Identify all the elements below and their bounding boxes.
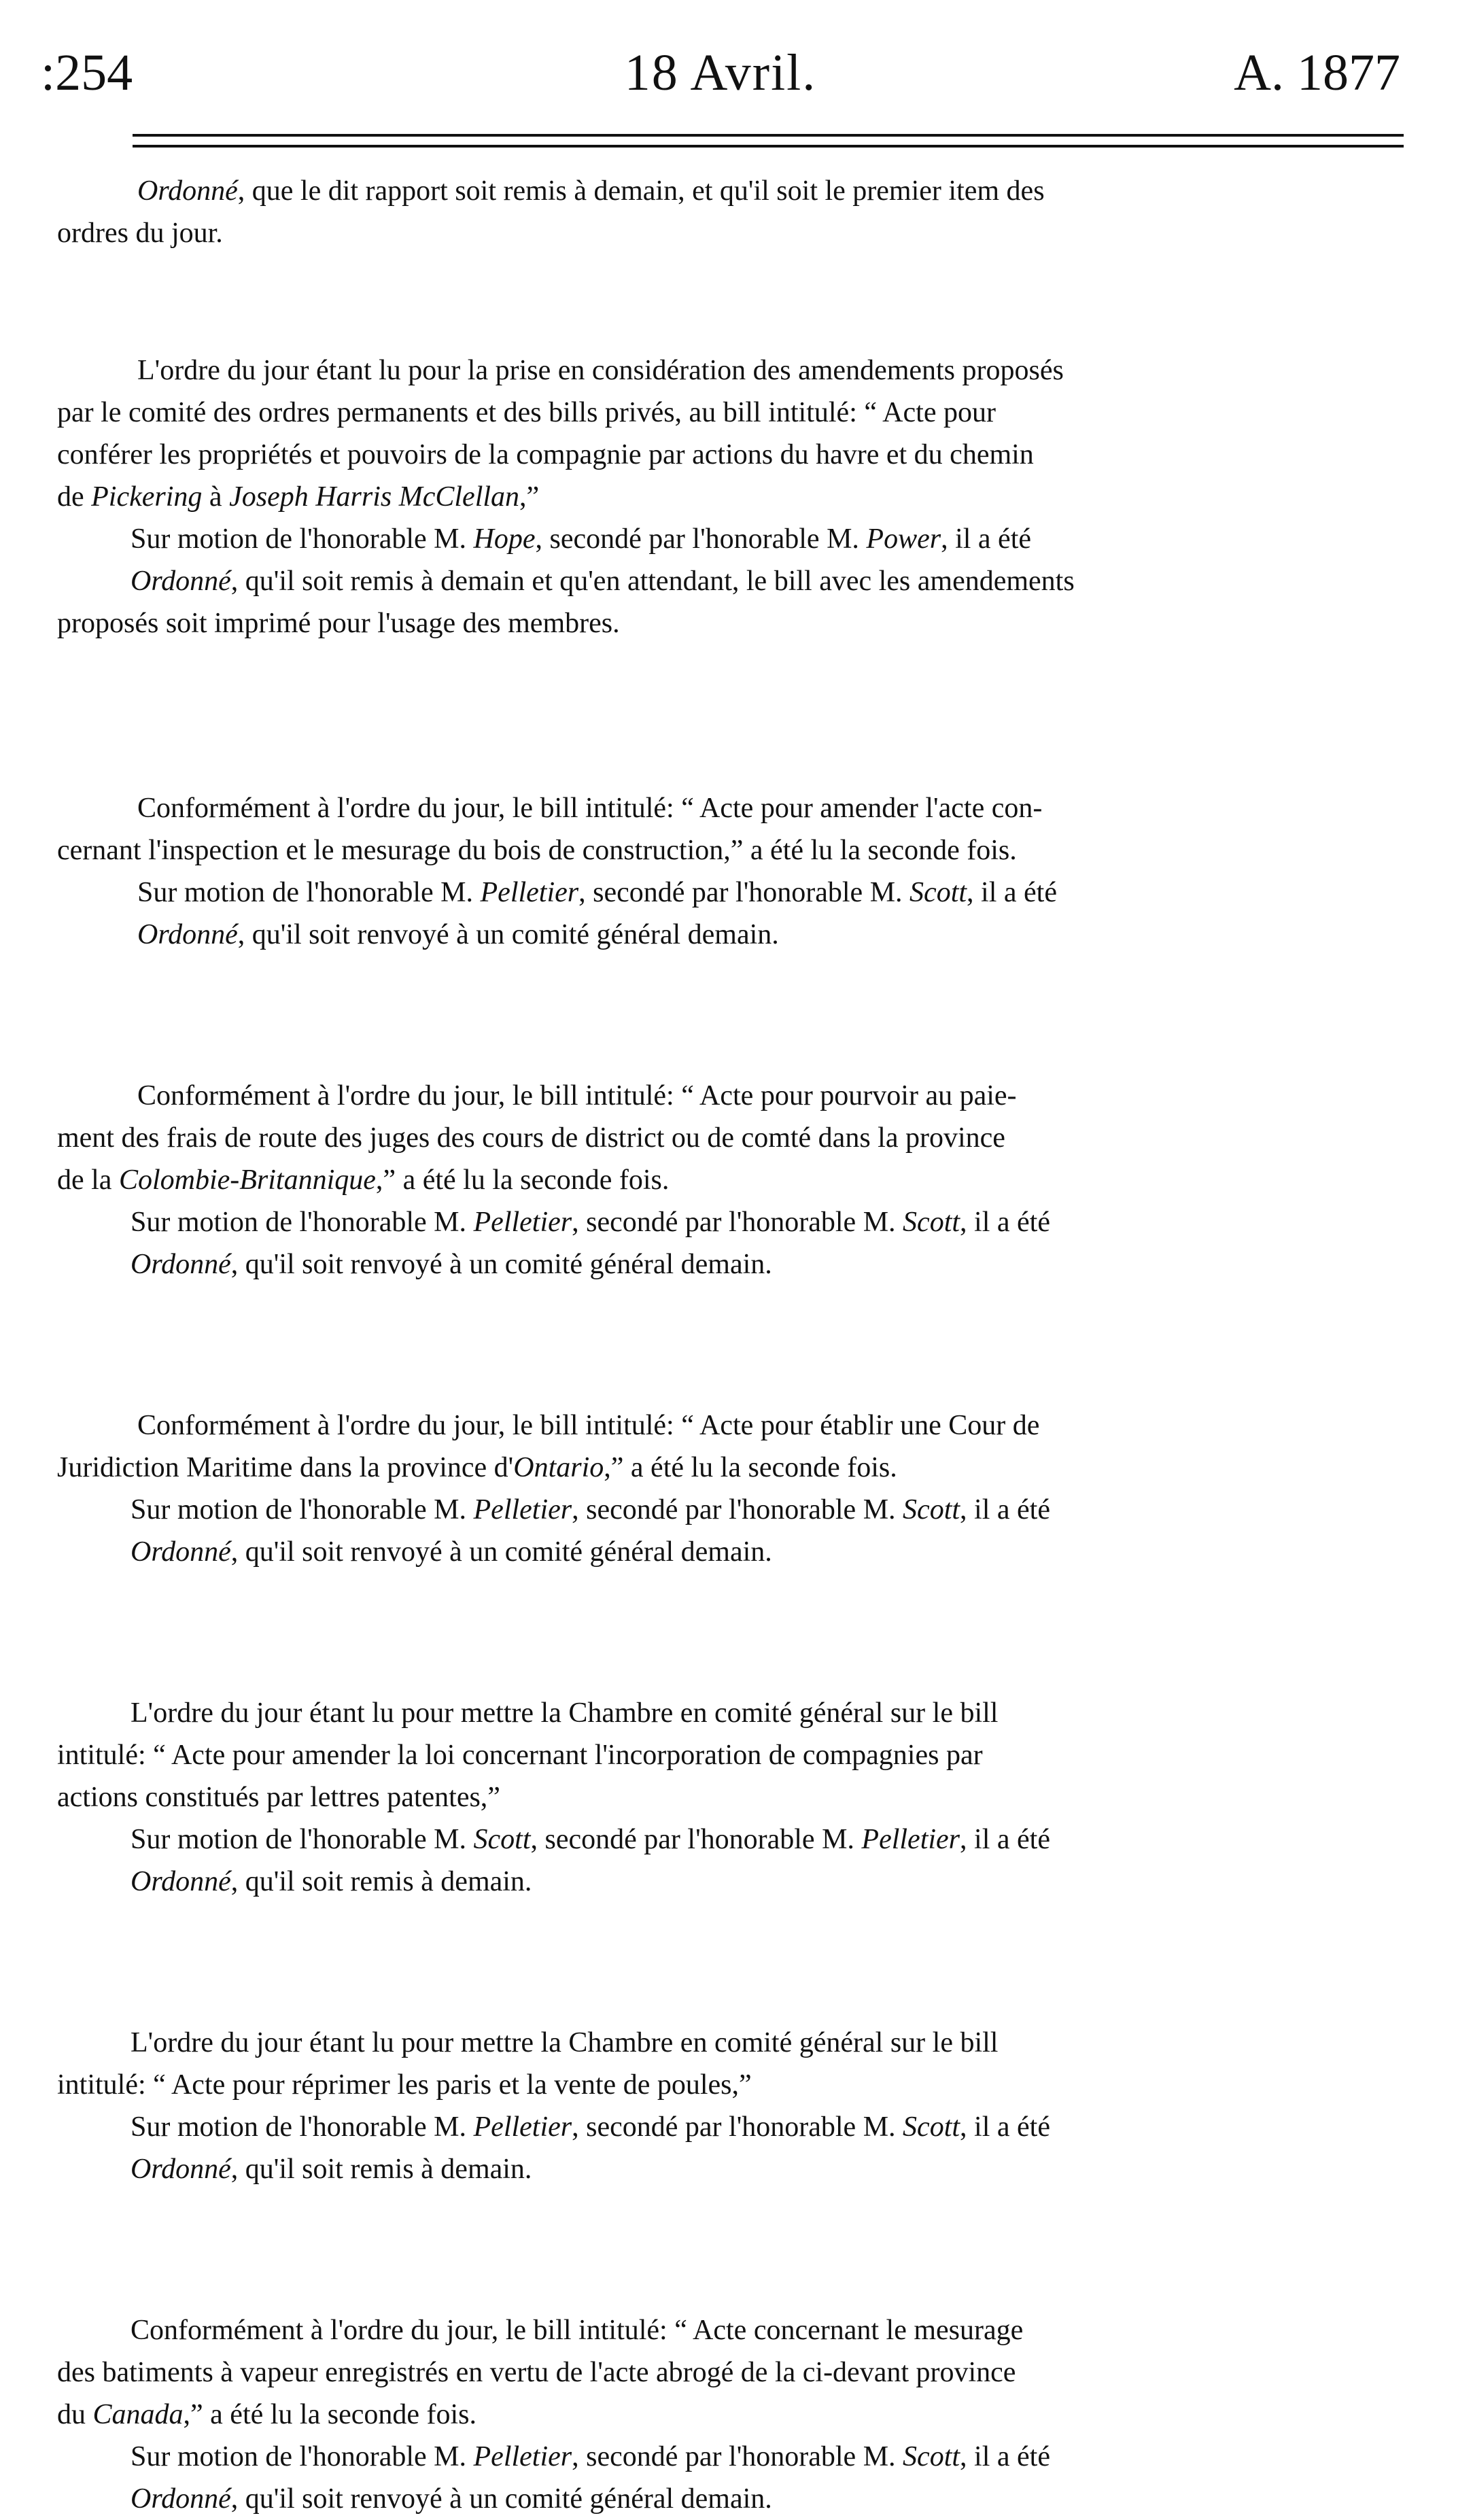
text-line: Sur motion de l'honorable M. Scott, secondé par l'honorable M. Pelletier, il a été [131, 1824, 1050, 1855]
text-line: ordres du jour. [57, 218, 223, 249]
text-line: Conformément à l'ordre du jour, le bill intitulé: “ Acte pour établir une Cour de [137, 1410, 1040, 1441]
text-line: Sur motion de l'honorable M. Pelletier, secondé par l'honorable M. Scott, il a été [131, 1494, 1050, 1525]
text-line: Ordonné, qu'il soit remis à demain et qu'en attendant, le bill avec les amendements [131, 566, 1075, 597]
paragraph-bois-construction [57, 787, 1410, 956]
text-line: Sur motion de l'honorable M. Pelletier, secondé par l'honorable M. Scott, il a été [131, 2441, 1050, 2472]
text-line: Conformément à l'ordre du jour, le bill intitulé: “ Acte pour pourvoir au paie- [137, 1080, 1017, 1111]
paragraph-lettres-patentes [57, 1692, 1410, 1903]
page-header [41, 35, 1400, 110]
text-line: des batiments à vapeur enregistrés en vertu de l'acte abrogé de la ci-devant province [57, 2357, 1016, 2388]
text-line: actions constitués par lettres patentes,” [57, 1782, 500, 1813]
text-line: du Canada,” a été lu la seconde fois. [57, 2399, 476, 2430]
text-line: cernant l'inspection et le mesurage du bois de construction,” a été lu la seconde fois. [57, 835, 1017, 866]
text-line: Ordonné, que le dit rapport soit remis à demain, et qu'il soit le premier item des [137, 175, 1045, 207]
page-year: A. 1877 [1234, 44, 1400, 101]
text-line: Ordonné, qu'il soit renvoyé à un comité général demain. [131, 1536, 772, 1568]
text-line: intitulé: “ Acte pour amender la loi concernant l'incorporation de compagnies par [57, 1740, 983, 1771]
text-line: ment des frais de route des juges des cours de district ou de comté dans la province [57, 1122, 1005, 1154]
paragraph-colombie-britannique [57, 1075, 1410, 1285]
paragraph-juridiction-maritime [57, 1404, 1410, 1573]
text-line: Sur motion de l'honorable M. Pelletier, secondé par l'honorable M. Scott, il a été [131, 2111, 1050, 2143]
text-line: Juridiction Maritime dans la province d'Ontario,” a été lu la seconde fois. [57, 1452, 897, 1483]
text-line: Sur motion de l'honorable M. Hope, secondé par l'honorable M. Power, il a été [131, 523, 1032, 555]
text-line: Ordonné, qu'il soit renvoyé à un comité général demain. [131, 2483, 772, 2515]
page-number: :254 [41, 44, 133, 101]
text-line: Conformément à l'ordre du jour, le bill intitulé: “ Acte concernant le mesurage [131, 2315, 1024, 2346]
paragraph-batiments-vapeur [57, 2309, 1410, 2520]
text-line: Sur motion de l'honorable M. Pelletier, secondé par l'honorable M. Scott, il a été [137, 877, 1057, 908]
text-line: de la Colombie-Britannique,” a été lu la seconde fois. [57, 1164, 670, 1196]
text-line: proposés soit imprimé pour l'usage des membres. [57, 608, 620, 639]
text-line: Ordonné, qu'il soit renvoyé à un comité général demain. [137, 919, 779, 950]
paragraph-ordonne-rapport [57, 170, 1410, 254]
document-body [57, 170, 1410, 2520]
text-line: Ordonné, qu'il soit remis à demain. [131, 2154, 532, 2185]
text-line: Conformément à l'ordre du jour, le bill intitulé: “ Acte pour amender l'acte con- [137, 793, 1043, 824]
header-rule-bottom [133, 145, 1404, 148]
text-line: par le comité des ordres permanents et des bills privés, au bill intitulé: “ Acte pour [57, 397, 996, 428]
text-line: intitulé: “ Acte pour réprimer les paris et la vente de poules,” [57, 2069, 752, 2101]
text-line: L'ordre du jour étant lu pour la prise en considération des amendements proposés [137, 355, 1064, 386]
text-line: Sur motion de l'honorable M. Pelletier, secondé par l'honorable M. Scott, il a été [131, 1207, 1050, 1238]
text-line: Ordonné, qu'il soit remis à demain. [131, 1866, 532, 1897]
paragraph-pickering-bill [57, 349, 1410, 644]
text-line: Ordonné, qu'il soit renvoyé à un comité général demain. [131, 1249, 772, 1280]
page-date: 18 Avril. [624, 44, 817, 101]
text-line: conférer les propriétés et pouvoirs de la compagnie par actions du havre et du chemin [57, 439, 1034, 470]
text-line: de Pickering à Joseph Harris McClellan,” [57, 481, 540, 513]
header-rule-top [133, 134, 1404, 137]
text-line: L'ordre du jour étant lu pour mettre la Chambre en comité général sur le bill [131, 2027, 999, 2058]
paragraph-paris-poules [57, 2022, 1410, 2190]
text-line: L'ordre du jour étant lu pour mettre la Chambre en comité général sur le bill [131, 1697, 999, 1729]
